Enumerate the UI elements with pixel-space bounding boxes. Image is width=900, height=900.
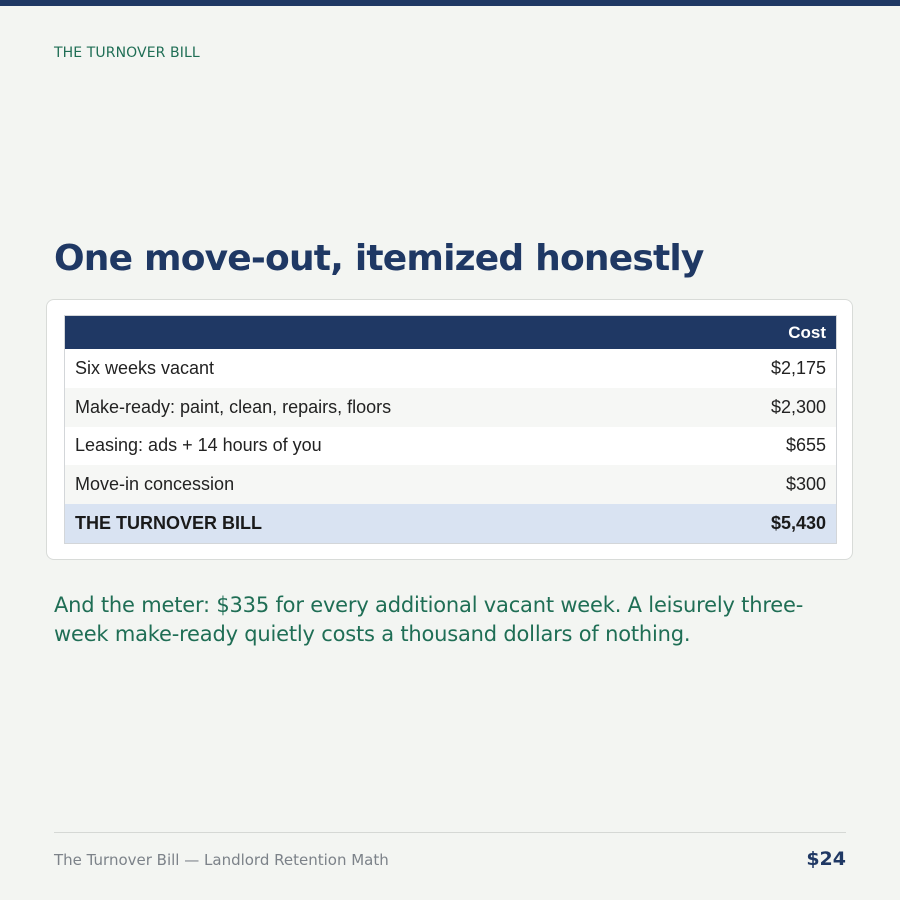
- kicker-label: THE TURNOVER BILL: [54, 45, 200, 61]
- column-header-item: [65, 316, 695, 350]
- total-row: [65, 504, 837, 543]
- page-title: One move-out, itemized honestly: [54, 238, 704, 279]
- total-label: THE TURNOVER BILL: [65, 504, 695, 543]
- cost-table-card: [46, 299, 853, 560]
- table-row: [65, 388, 837, 427]
- footer-divider: [54, 832, 846, 833]
- row-cost: $2,300: [695, 388, 837, 427]
- top-accent-bar: [0, 0, 900, 6]
- row-cost: $300: [695, 465, 837, 504]
- row-label: Leasing: ads + 14 hours of you: [65, 427, 695, 466]
- cost-table: [64, 315, 837, 544]
- table-row: [65, 349, 837, 388]
- row-label: Move-in concession: [65, 465, 695, 504]
- table-row: [65, 427, 837, 466]
- column-header-cost: Cost: [695, 316, 837, 350]
- footer-title: The Turnover Bill — Landlord Retention Math: [54, 851, 389, 869]
- price-label: $24: [806, 848, 846, 870]
- table-header-row: [65, 316, 837, 350]
- row-label: Six weeks vacant: [65, 349, 695, 388]
- meter-note: And the meter: $335 for every additional vacant week. A leisurely three-week make-ready quietly costs a thousand dollars of nothing.: [54, 593, 804, 646]
- table-row: [65, 465, 837, 504]
- row-cost: $655: [695, 427, 837, 466]
- total-cost: $5,430: [695, 504, 837, 543]
- row-cost: $2,175: [695, 349, 837, 388]
- row-label: Make-ready: paint, clean, repairs, floors: [65, 388, 695, 427]
